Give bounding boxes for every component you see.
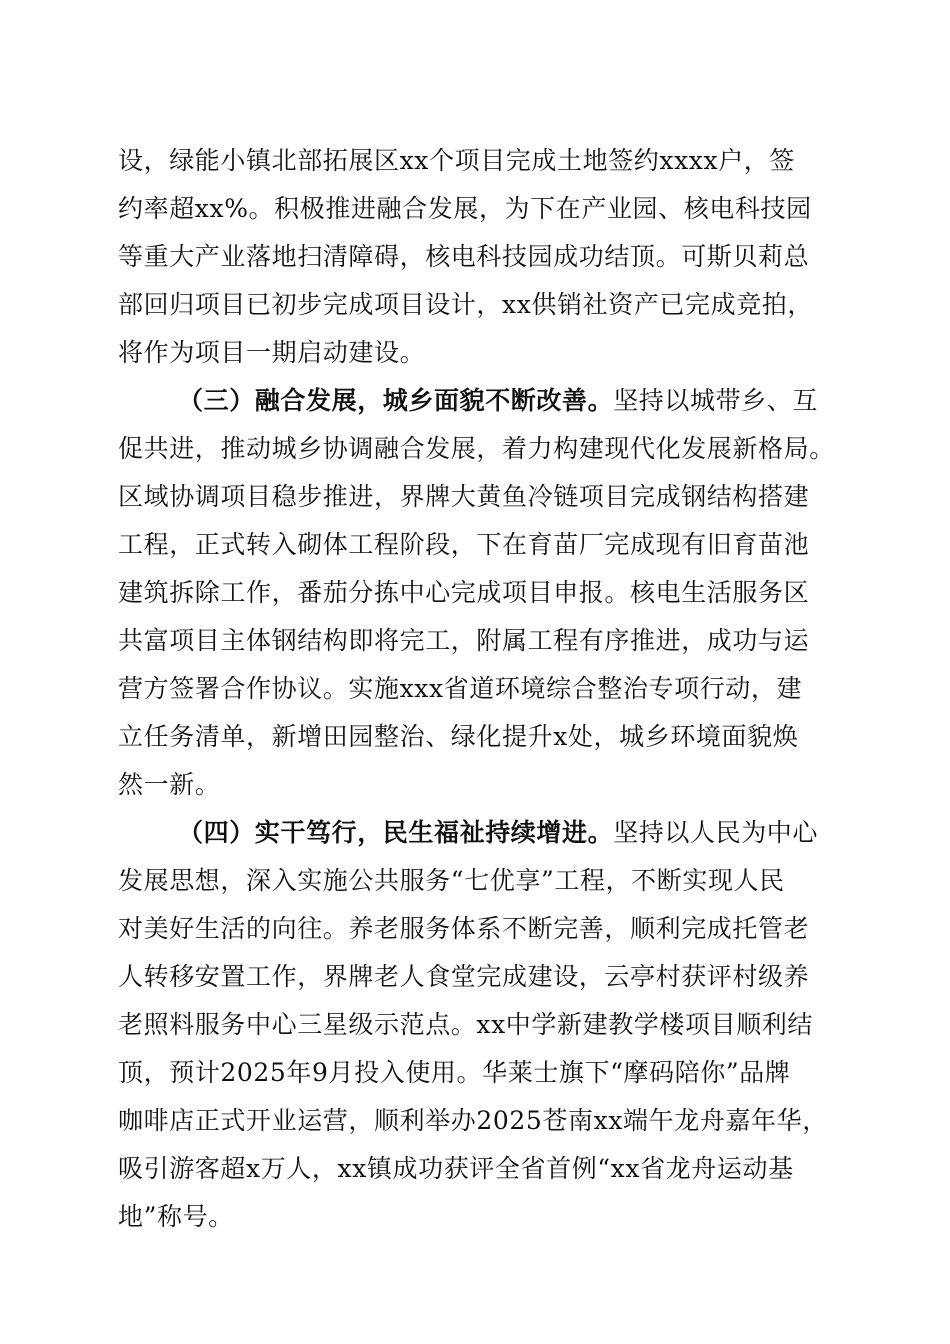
text-line: 吸引游客超x万人，xx镇成功获评全省首例“xx省龙舟运动基 bbox=[118, 1154, 794, 1183]
text-line: 对美好生活的向往。养老服务体系不断完善，顺利完成托管老 bbox=[118, 914, 810, 943]
text-line: 区域协调项目稳步推进，界牌大黄鱼冷链项目完成钢结构搭建 bbox=[118, 482, 810, 511]
text-line: 建筑拆除工作，番茄分拣中心完成项目申报。核电生活服务区 bbox=[118, 578, 810, 607]
section-heading: （三）融合发展，城乡面貌不断改善。 bbox=[178, 386, 614, 415]
text-line: 共富项目主体钢结构即将完工，附属工程有序推进，成功与运 bbox=[118, 626, 810, 655]
text-line: 设，绿能小镇北部拓展区xx个项目完成土地签约xxxx户，签 bbox=[118, 146, 795, 175]
text-line: 促共进，推动城乡协调融合发展，着力构建现代化发展新格局。 bbox=[118, 434, 835, 463]
text-line: 人转移安置工作，界牌老人食堂完成建设，云亭村获评村级养 bbox=[118, 962, 810, 991]
text-line: 部回归项目已初步完成项目设计，xx供销社资产已完成竞拍， bbox=[118, 290, 814, 319]
text-line: 将作为项目一期启动建设。 bbox=[118, 338, 426, 367]
paragraph-text: 坚持以城带乡、互 bbox=[613, 386, 819, 415]
text-line: 等重大产业落地扫清障碍，核电科技园成功结顶。可斯贝莉总 bbox=[118, 242, 810, 271]
text-line: 地”称号。 bbox=[118, 1202, 234, 1231]
section-heading: （四）实干笃行，民生福祉持续增进。 bbox=[178, 818, 614, 847]
paragraph-first-line bbox=[178, 818, 830, 848]
text-line: 发展思想，深入实施公共服务“七优享”工程，不断实现人民 bbox=[118, 866, 785, 895]
text-line: 立任务清单，新增田园整治、绿化提升x处，城乡环境面貌焕 bbox=[118, 722, 799, 751]
text-line: 然一新。 bbox=[118, 770, 221, 799]
text-line: 老照料服务中心三星级示范点。xx中学新建教学楼项目顺利结 bbox=[118, 1010, 814, 1039]
text-line: 约率超xx%。积极推进融合发展，为下在产业园、核电科技园 bbox=[118, 194, 812, 223]
text-line: 营方签署合作协议。实施xxx省道环境综合整治专项行动，建 bbox=[118, 674, 803, 703]
text-line: 工程，正式转入砌体工程阶段，下在育苗厂完成现有旧育苗池 bbox=[118, 530, 810, 559]
paragraph-text: 坚持以人民为中心 bbox=[613, 818, 819, 847]
text-line: 咖啡店正式开业运营，顺利举办2025苍南xx端午龙舟嘉年华， bbox=[118, 1106, 828, 1135]
text-line: 顶，预计2025年9月投入使用。华莱士旗下“摩码陪你”品牌 bbox=[118, 1058, 791, 1087]
paragraph-first-line bbox=[178, 386, 830, 416]
